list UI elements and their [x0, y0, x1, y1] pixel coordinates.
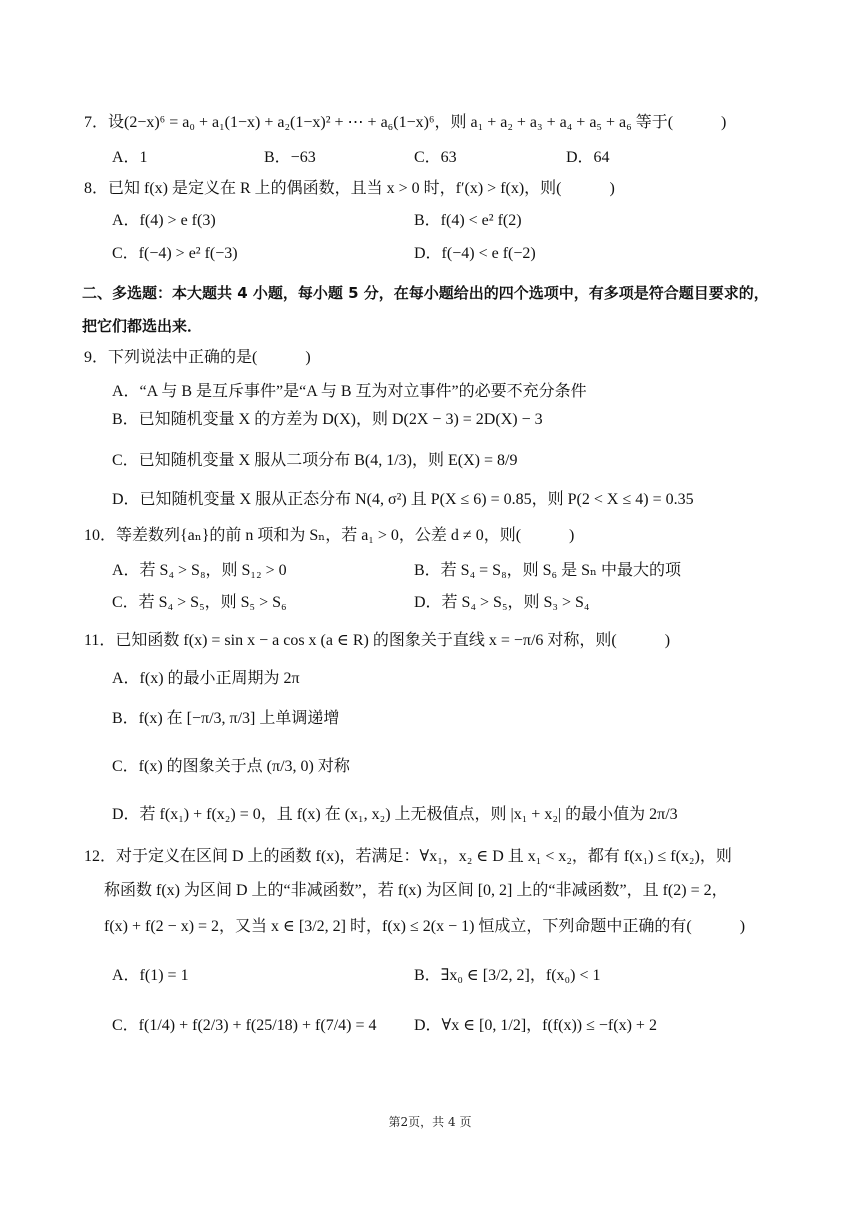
q9-option-b: B．已知随机变量 X 的方差为 D(X)，则 D(2X − 3) = 2D(X) − 3 — [112, 411, 543, 428]
q10-option-a: A．若 S₄ > S₈，则 S₁₂ > 0 — [112, 562, 287, 579]
q7-option-d: D．64 — [566, 149, 610, 166]
q12-option-a: A．f(1) = 1 — [112, 967, 189, 984]
q7-option-c: C．63 — [414, 149, 457, 166]
q12-stem-line2: 称函数 f(x) 为区间 D 上的“非减函数”，若 f(x) 为区间 [0, 2] 上的“非减函数”，且 f(2) = 2， — [104, 882, 728, 899]
q9-option-a: A．“A 与 B 是互斥事件”是“A 与 B 互为对立事件”的必要不充分条件 — [112, 383, 587, 400]
q8-stem: 8．已知 f(x) 是定义在 R 上的偶函数，且当 x > 0 时，f′(x) > f(x)，则( ) — [84, 180, 615, 197]
q9-option-c: C．已知随机变量 X 服从二项分布 B(4, 1/3)，则 E(X) = 8/9 — [112, 452, 518, 469]
q7-option-b: B．−63 — [264, 149, 316, 166]
page-footer: 第2页，共 4 页 — [388, 1115, 472, 1129]
q12-stem-line1: 12．对于定义在区间 D 上的函数 f(x)，若满足：∀x₁，x₂ ∈ D 且 x₁ < x₂，都有 f(x₁) ≤ f(x₂)，则 — [84, 848, 732, 865]
q11-option-a: A．f(x) 的最小正周期为 2π — [112, 670, 300, 687]
q10-option-b: B．若 S₄ = S₈，则 S₆ 是 Sₙ 中最大的项 — [414, 562, 681, 579]
q9-option-d: D．已知随机变量 X 服从正态分布 N(4, σ²) 且 P(X ≤ 6) = 0.85，则 P(2 < X ≤ 4) = 0.35 — [112, 491, 694, 508]
q10-stem: 10．等差数列{aₙ}的前 n 项和为 Sₙ，若 a₁ > 0，公差 d ≠ 0，则( ) — [84, 527, 575, 544]
q8-option-c: C．f(−4) > e² f(−3) — [112, 245, 238, 262]
q11-stem: 11．已知函数 f(x) = sin x − a cos x (a ∈ R) 的图象关于直线 x = −π/6 对称，则( ) — [84, 632, 671, 649]
q8-option-d: D．f(−4) < e f(−2) — [414, 245, 536, 262]
q12-option-b: B．∃x₀ ∈ [3/2, 2]，f(x₀) < 1 — [414, 967, 601, 984]
q11-option-d: D．若 f(x₁) + f(x₂) = 0，且 f(x) 在 (x₁, x₂) 上无极值点，则 |x₁ + x₂| 的最小值为 2π/3 — [112, 806, 678, 823]
q8-option-b: B．f(4) < e² f(2) — [414, 212, 522, 229]
q10-option-d: D．若 S₄ > S₅，则 S₃ > S₄ — [414, 594, 590, 611]
q12-option-c: C．f(1/4) + f(2/3) + f(25/18) + f(7/4) = 4 — [112, 1017, 377, 1034]
q11-option-b: B．f(x) 在 [−π/3, π/3] 上单调递增 — [112, 710, 340, 727]
section-heading-line1: 二、多选题：本大题共 4 小题，每小题 5 分，在每小题给出的四个选项中，有多项是符合题目要求的， — [82, 284, 769, 302]
q9-stem: 9．下列说法中正确的是( ) — [84, 349, 311, 366]
q11-option-c: C．f(x) 的图象关于点 (π/3, 0) 对称 — [112, 758, 350, 775]
q7-stem: 7．设(2−x)⁶ = a₀ + a₁(1−x) + a₂(1−x)² + ⋯ + a₆(1−x)⁶，则 a₁ + a₂ + a₃ + a₄ + a₅ + a₆ 等于( ) — [84, 114, 727, 131]
q8-option-a: A．f(4) > e f(3) — [112, 212, 216, 229]
q12-option-d: D．∀x ∈ [0, 1/2]，f(f(x)) ≤ −f(x) + 2 — [414, 1017, 657, 1034]
q10-option-c: C．若 S₄ > S₅，则 S₅ > S₆ — [112, 594, 287, 611]
section-heading-line2: 把它们都选出来． — [82, 317, 203, 335]
q12-stem-line3: f(x) + f(2 − x) = 2，又当 x ∈ [3/2, 2] 时，f(x) ≤ 2(x − 1) 恒成立，下列命题中正确的有( ) — [104, 918, 746, 935]
q7-option-a: A．1 — [112, 149, 148, 166]
